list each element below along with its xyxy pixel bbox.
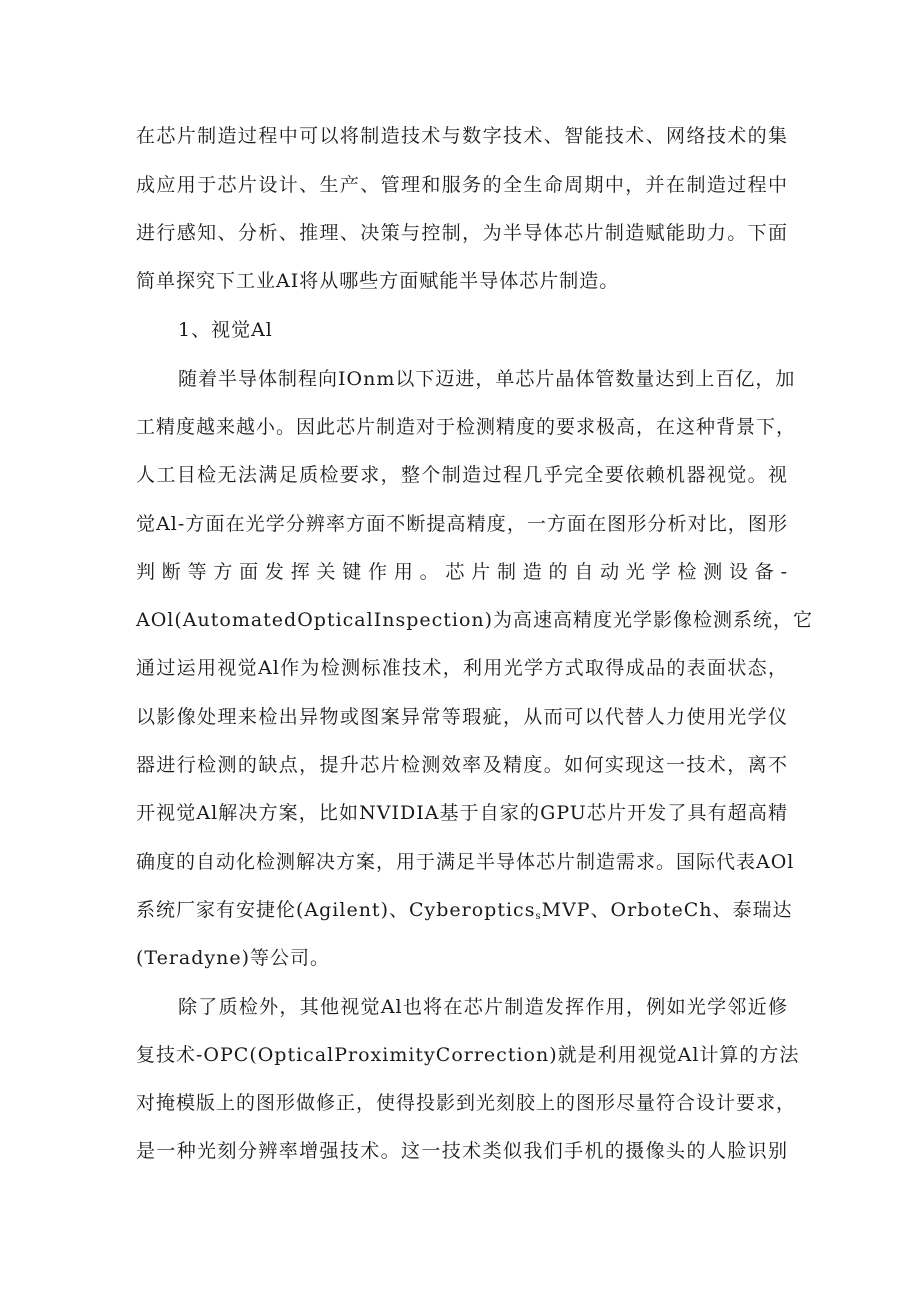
paragraph-text: 系统厂家有安捷伦(Agilent)、Cyberoptics [136, 899, 536, 921]
paragraph-line: 简单探究下工业AI将从哪些方面赋能半导体芯片制造。 [136, 270, 620, 292]
paragraph-line: 是一种光刻分辨率增强技术。这一技术类似我们手机的摄像头的人脸识别 [136, 1140, 788, 1162]
paragraph-line: 判断等方面发挥关键作用。芯片制造的自动光学检测设备- [136, 561, 788, 583]
paragraph-line: 人工目检无法满足质检要求，整个制造过程几乎完全要依赖机器视觉。视 [136, 464, 788, 486]
paragraph-line: 在芯片制造过程中可以将制造技术与数字技术、智能技术、网络技术的集 [136, 125, 788, 147]
paragraph-line: 开视觉Al解决方案，比如NVIDIA基于自家的GPU芯片开发了具有超高精 [136, 802, 788, 824]
paragraph-line: 对掩模版上的图形做修正，使得投影到光刻胶上的图形尽量符合设计要求， [136, 1092, 797, 1114]
paragraph-line: 进行感知、分析、推理、决策与控制，为半导体芯片制造赋能助力。下面 [136, 222, 788, 244]
paragraph-line: 通过运用视觉Al作为检测标准技术，利用光学方式取得成品的表面状态， [136, 657, 788, 679]
paragraph-line: 觉Al-方面在光学分辨率方面不断提高精度，一方面在图形分析对比，图形 [136, 513, 788, 535]
paragraph-line: 工精度越来越小。因此芯片制造对于检测精度的要求极高，在这种背景下， [136, 416, 797, 438]
paragraph-line: AOl(AutomatedOpticalInspection)为高速高精度光学影像检测系统，它 [136, 609, 814, 631]
paragraph-line: 以影像处理来检出异物或图案异常等瑕疵，从而可以代替人力使用光学仪 [136, 706, 788, 728]
section-heading: 1、视觉Al [178, 319, 273, 341]
paragraph-text: MVP、OrboteCh、泰瑞达 [541, 899, 793, 921]
paragraph-line: (Teradyne)等公司。 [136, 947, 331, 969]
paragraph-line: 复技术-OPC(OpticalProximityCorrection)就是利用视觉Al计算的方法 [136, 1044, 800, 1066]
paragraph-line: 除了质检外，其他视觉Al也将在芯片制造发挥作用，例如光学邻近修 [178, 996, 788, 1018]
paragraph-line: 确度的自动化检测解决方案，用于满足半导体芯片制造需求。国际代表AOl [136, 851, 795, 873]
paragraph-line: 器进行检测的缺点，提升芯片检测效率及精度。如何实现这一技术，离不 [136, 754, 788, 776]
paragraph-line [136, 897, 793, 930]
subscript-text: s [535, 911, 542, 922]
paragraph-line: 成应用于芯片设计、生产、管理和服务的全生命周期中，并在制造过程中 [136, 174, 788, 196]
paragraph-line: 随着半导体制程向IOnm以下迈进，单芯片晶体管数量达到上百亿，加 [178, 368, 796, 390]
